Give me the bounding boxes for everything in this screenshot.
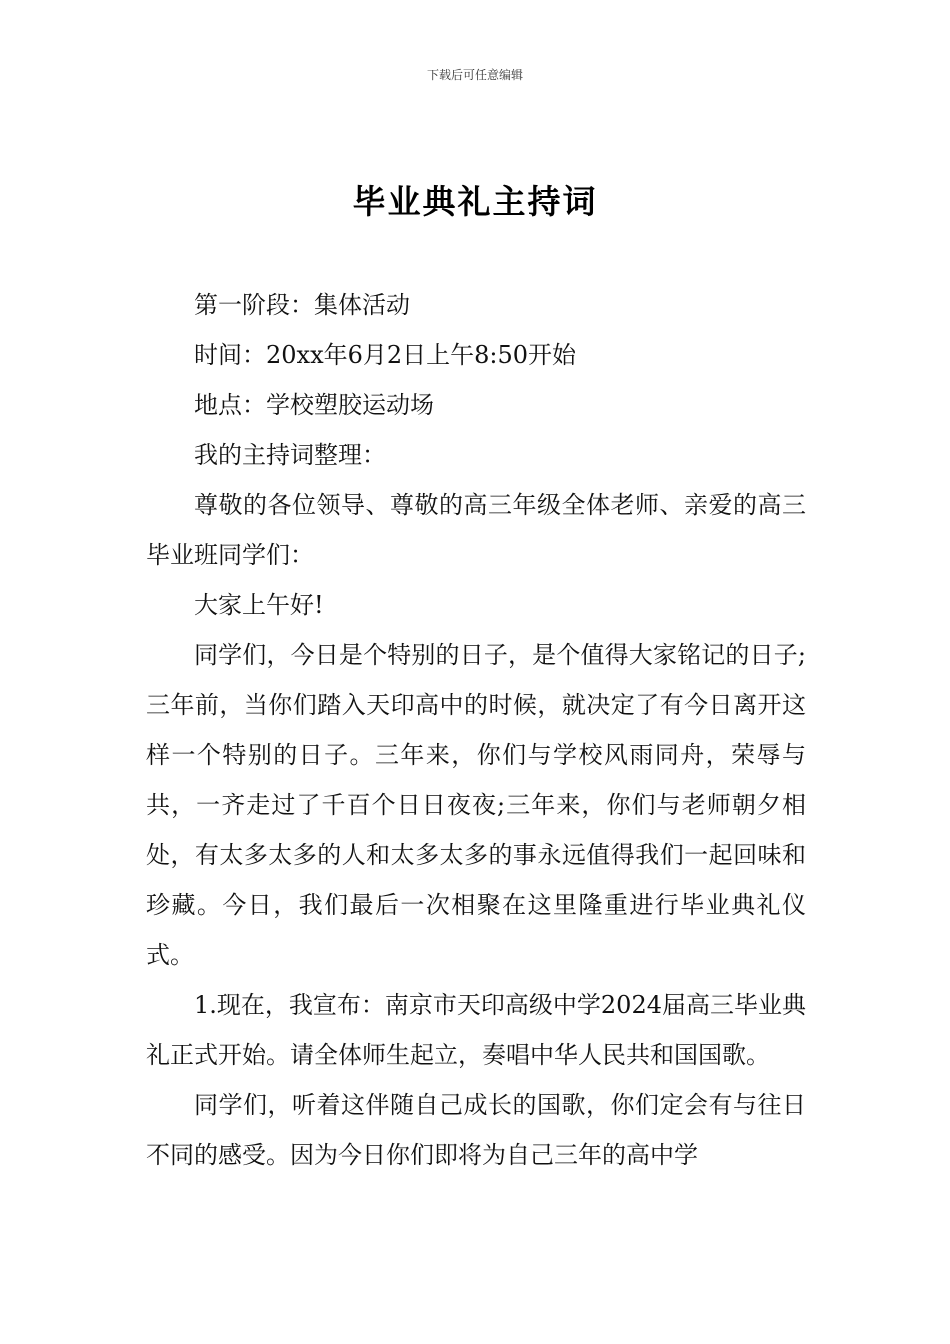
- paragraph-good-morning: 大家上午好!: [194, 591, 324, 619]
- paragraph-announcement: 1.现在，我宣布：南京市天印高级中学2024届高三毕业典礼正式开始。请全体师生起立，奏唱中华人民共和国国歌。: [146, 991, 806, 1069]
- paragraph-greeting-audience: 尊敬的各位领导、尊敬的高三年级全体老师、亲爱的高三毕业班同学们：: [146, 491, 806, 569]
- paragraph-stage: 第一阶段：集体活动: [194, 291, 410, 319]
- header-note: 下载后可任意编辑: [426, 68, 523, 82]
- paragraph-anthem-reflection: 同学们，听着这伴随自己成长的国歌，你们定会有与往日不同的感受。因为今日你们即将为自己三年的高中学: [146, 1091, 806, 1169]
- paragraph-time: 时间：20xx年6月2日上午8:50开始: [194, 341, 577, 369]
- paragraph-intro: 我的主持词整理：: [194, 441, 386, 469]
- document-body: [146, 280, 806, 1180]
- paragraph-location: 地点：学校塑胶运动场: [194, 391, 434, 419]
- document-title: 毕业典礼主持词: [352, 182, 598, 221]
- paragraph-opening-speech: 同学们，今日是个特别的日子，是个值得大家铭记的日子;三年前，当你们踏入天印高中的时候，就决定了有今日离开这样一个特别的日子。三年来，你们与学校风雨同舟，荣辱与共，一齐走过了千百个日日夜夜;三年来，你们与老师朝夕相处，有太多太多的人和太多太多的事永远值得我们一起回味和珍藏。今日，我们最后一次相聚在这里隆重进行毕业典礼仪式。: [146, 641, 806, 969]
